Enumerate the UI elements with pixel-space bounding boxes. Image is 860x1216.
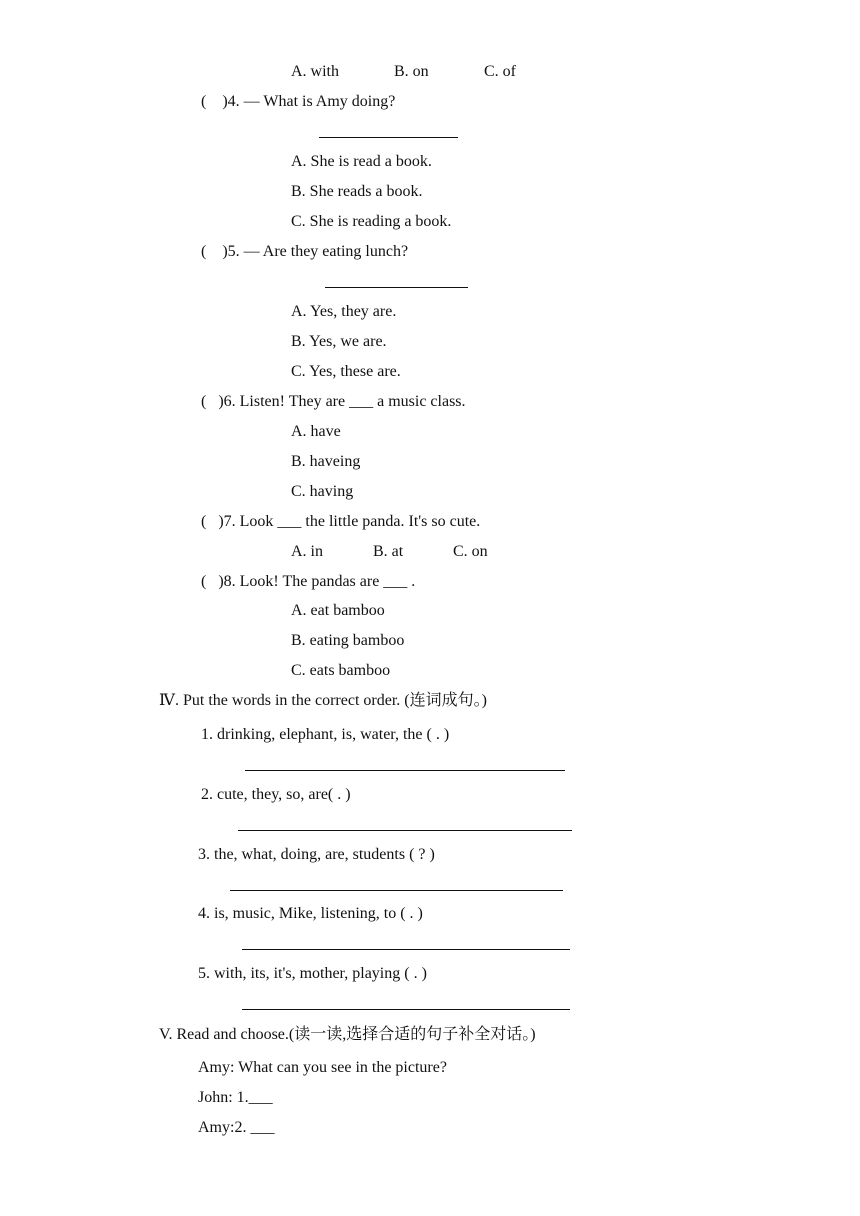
q8-option-a: A. eat bamboo: [291, 602, 385, 619]
q6-option-b: B. haveing: [291, 453, 361, 470]
reorder-item-4: 4. is, music, Mike, listening, to ( . ): [198, 905, 423, 922]
q5-option-c: C. Yes, these are.: [291, 363, 401, 380]
section-5-heading: V. Read and choose.(读一读,选择合适的句子补全对话。): [159, 1026, 536, 1043]
answer-line-4: [242, 949, 570, 950]
answer-blank-q4: [319, 137, 458, 138]
q5-option-a: A. Yes, they are.: [291, 303, 397, 320]
q4-option-b: B. She reads a book.: [291, 183, 423, 200]
section-4-heading: Ⅳ. Put the words in the correct order. (连词成句。): [159, 692, 487, 709]
q8-option-c: C. eats bamboo: [291, 662, 391, 679]
reorder-item-3: 3. the, what, doing, are, students ( ? ): [198, 846, 435, 863]
answer-line-3: [230, 890, 563, 891]
answer-blank-q5: [325, 287, 468, 288]
answer-line-5: [242, 1009, 570, 1010]
dialogue-line-2: John: 1.___: [198, 1089, 273, 1106]
question-6: ( )6. Listen! They are ___ a music class.: [201, 393, 466, 410]
q8-option-b: B. eating bamboo: [291, 632, 405, 649]
question-4: ( )4. — What is Amy doing?: [201, 93, 396, 110]
dialogue-line-1: Amy: What can you see in the picture?: [198, 1059, 447, 1076]
q5-option-b: B. Yes, we are.: [291, 333, 387, 350]
q4-option-c: C. She is reading a book.: [291, 213, 452, 230]
reorder-item-5: 5. with, its, it's, mother, playing ( . ): [198, 965, 427, 982]
reorder-item-1: 1. drinking, elephant, is, water, the ( . ): [201, 726, 450, 743]
q6-option-a: A. have: [291, 423, 341, 440]
q3-option-a: A. with: [291, 63, 339, 80]
q7-option-a: A. in: [291, 543, 323, 560]
dialogue-line-3: Amy:2. ___: [198, 1119, 275, 1136]
q6-option-c: C. having: [291, 483, 354, 500]
q3-option-b: B. on: [394, 63, 429, 80]
q7-option-c: C. on: [453, 543, 488, 560]
q3-option-c: C. of: [484, 63, 516, 80]
q4-option-a: A. She is read a book.: [291, 153, 432, 170]
answer-line-2: [238, 830, 572, 831]
answer-line-1: [245, 770, 565, 771]
q7-option-b: B. at: [373, 543, 404, 560]
question-7: ( )7. Look ___ the little panda. It's so cute.: [201, 513, 481, 530]
reorder-item-2: 2. cute, they, so, are( . ): [201, 786, 351, 803]
question-8: ( )8. Look! The pandas are ___ .: [201, 573, 416, 590]
question-5: ( )5. — Are they eating lunch?: [201, 243, 409, 260]
